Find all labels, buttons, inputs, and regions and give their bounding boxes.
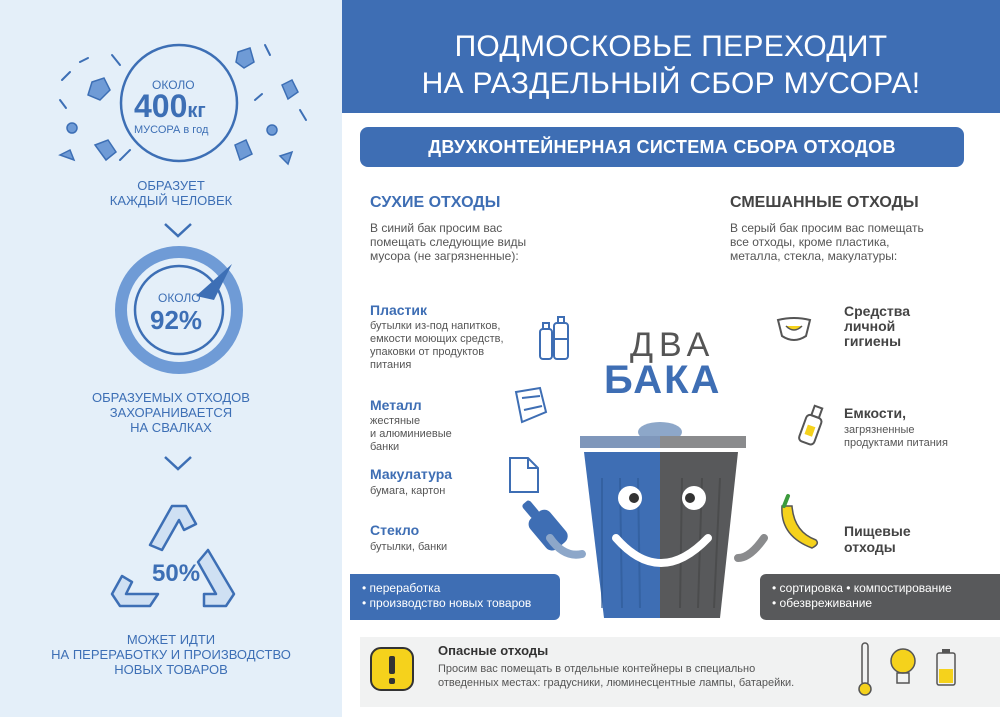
mixed-outcome-2-text: обезвреживание [779,596,873,610]
stat2-value: 92% [150,305,203,335]
right-panel [342,0,1000,717]
warning-icon [370,647,414,691]
metal-desc-1: жестяные [370,415,421,427]
containers-desc-2: продуктами питания [844,437,948,449]
plastic-desc-1: бутылки из-под напитков, [370,320,501,332]
chevron-down-icon [163,455,193,471]
mixed-title: СМЕШАННЫЕ ОТХОДЫ [730,194,919,211]
system-badge: ДВУХКОНТЕЙНЕРНАЯ СИСТЕМА СБОРА ОТХОДОВ [360,127,964,167]
stat2-caption-1: ОБРАЗУЕМЫХ ОТХОДОВ [92,390,250,405]
plastic-desc-2: емкости моющих средств, [370,333,504,345]
glass-name: Стекло [370,522,420,538]
containers-name: Емкости, [844,405,907,421]
page-title [342,0,1000,113]
dry-outcome-2: • производство новых товаров [362,596,532,610]
chevron-down-icon [163,222,193,238]
battery-icon [934,647,958,691]
dry-outcome-1: • переработка [362,581,441,595]
stat1-caption-1: ОБРАЗУЕТ [137,178,205,193]
bins-title-1: ДВА [630,326,716,364]
two-bins-illustration [524,418,834,658]
dry-outcome-2-text: производство новых товаров [369,596,532,610]
recycle-icon [0,490,342,620]
stat1-sub: МУСОРА в год [134,124,209,136]
mixed-outcome-1-text: сортировка • компостирование [779,581,952,595]
plastic-desc-4: питания [370,359,412,371]
left-stats-panel [0,0,342,717]
metal-name: Металл [370,397,422,413]
stat2-caption-3: НА СВАЛКАХ [130,420,212,435]
glass-desc-1: бутылки, банки [370,541,448,553]
hazard-section [360,637,1000,707]
food-name-1: Пищевые [844,523,911,539]
plastic-desc-3: упаковки от продуктов [370,346,485,358]
thermometer-icon [856,641,874,697]
stat1-unit: кг [187,100,206,122]
hazard-text-2: отведенных местах: градусники, люминесцентные лампы, батарейки. [438,677,795,689]
dry-intro-2: помещать следующие виды [370,235,527,249]
stat1-number: 400 [134,88,188,124]
stat2-about: ОКОЛО [158,291,201,305]
metal-desc-2: и алюминиевые [370,428,452,440]
stat3-caption-3: НОВЫХ ТОВАРОВ [114,662,228,677]
dry-intro-3: мусора (не загрязненные): [370,249,519,263]
mixed-intro-3: металла, стекла, макулатуры: [730,249,898,263]
stat1-value [134,88,206,125]
mixed-intro-2: все отходы, кроме пластика, [730,235,890,249]
title-line-2: НА РАЗДЕЛЬНЫЙ СБОР МУСОРА! [421,67,921,100]
hygiene-name-1: Средства [844,303,911,319]
plastic-bottles-icon [532,315,582,365]
diaper-icon [776,314,812,346]
food-name-2: отходы [844,539,896,555]
hazard-text-1: Просим вас помещать в отдельные контейнеры в специально [438,663,756,675]
hazard-title: Опасные отходы [438,643,549,658]
plastic-name: Пластик [370,302,427,318]
dry-intro-1: В синий бак просим вас [370,221,503,235]
dry-title: СУХИЕ ОТХОДЫ [370,194,501,211]
lamp-icon [886,645,920,689]
stat1-about: ОКОЛО [152,78,195,92]
stat2-caption-2: ЗАХОРАНИВАЕТСЯ [109,405,233,420]
containers-desc-1: загрязненные [844,424,915,436]
stat1-caption-2: КАЖДЫЙ ЧЕЛОВЕК [109,193,233,208]
stat3-caption-1: МОЖЕТ ИДТИ [126,632,216,647]
paper-desc-1: бумага, картон [370,485,446,497]
mixed-outcome-2: • обезвреживание [772,596,873,610]
dry-outcomes [350,574,560,620]
title-line-1: ПОДМОСКОВЬЕ ПЕРЕХОДИТ [454,30,888,63]
hygiene-name-2: личной [844,318,896,334]
hygiene-name-3: гигиены [844,333,902,349]
metal-desc-3: банки [370,441,400,453]
paper-name: Макулатура [370,466,453,482]
mixed-intro-1: В серый бак просим вас помещать [730,221,924,235]
stat3-caption-2: НА ПЕРЕРАБОТКУ И ПРОИЗВОДСТВО [51,647,291,662]
dry-outcome-1-text: переработка [369,581,441,595]
mixed-outcomes [760,574,1000,620]
mixed-outcome-1: • сортировка • компостирование [772,581,952,595]
bins-title-2: БАКА [604,358,722,402]
stat3-value: 50% [152,560,201,587]
